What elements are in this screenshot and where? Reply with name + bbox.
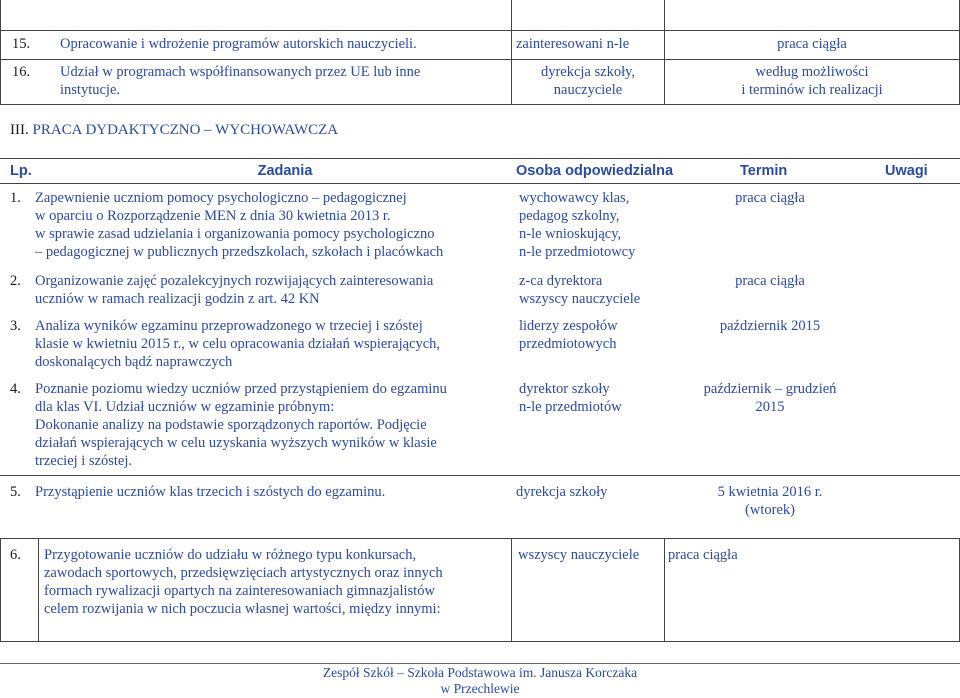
term-text: październik 2015 <box>719 318 821 334</box>
rule <box>511 0 512 104</box>
task-text: Przystąpienie uczniów klas trzecich i szóstych do egzaminu. <box>35 484 386 500</box>
footer-line-1: Zespół Szkół – Szkoła Podstawowa im. Janusza Korczaka <box>322 665 638 680</box>
row-number: 1. <box>10 190 21 206</box>
row-number: 5. <box>10 484 21 500</box>
person-text: liderzy zespołów przedmiotowych <box>519 318 618 352</box>
rule <box>0 641 960 642</box>
term-text: według możliwości i terminów ich realizacji <box>741 64 883 98</box>
rule <box>0 475 960 476</box>
row-number: 2. <box>10 273 21 289</box>
header-lp: Lp. <box>10 163 32 179</box>
header-notes: Uwagi <box>885 163 928 179</box>
rule <box>38 538 39 641</box>
term-text: praca ciągła <box>735 273 805 289</box>
rule <box>0 0 1 104</box>
footer-line-2: w Przechlewie <box>440 681 520 696</box>
task-text: Analiza wyników egzaminu przeprowadzonego w trzeciej i szóstej klasie w kwietniu 2015 r., w celu opracowania działań wspierających, doskonalących bądź naprawczych <box>35 318 441 370</box>
rule <box>0 104 960 105</box>
person-text: dyrektor szkoły n-le przedmiotów <box>519 381 622 415</box>
person-text: wszyscy nauczyciele <box>518 547 640 563</box>
header-tasks: Zadania <box>257 163 313 179</box>
row-number: 16. <box>12 64 31 80</box>
rule <box>0 59 960 60</box>
rule <box>664 0 665 104</box>
person-text: wychowawcy klas, pedagog szkolny, n-le wnioskujący, n-le przedmiotowcy <box>519 190 636 260</box>
person-text: zainteresowani n-le <box>516 36 630 52</box>
rule <box>0 538 1 641</box>
term-text: praca ciągła <box>777 36 847 52</box>
row-number: 15. <box>12 36 31 52</box>
task-text: Zapewnienie uczniom pomocy psychologiczno – pedagogicznej w oparciu o Rozporządzenie MEN z dnia 30 kwietnia 2013 r. w sprawie zasad udzielania i organizowania pomocy psychologiczno – pedagogicznej w publicznych przedszkolach, szkołach i placówkach <box>35 190 444 260</box>
rule <box>511 538 512 641</box>
rule <box>0 538 960 539</box>
row-number: 6. <box>10 547 21 563</box>
rule <box>664 538 665 641</box>
task-text: Opracowanie i wdrożenie programów autorskich nauczycieli. <box>60 36 417 52</box>
row-number: 3. <box>10 318 21 334</box>
person-text: z-ca dyrektora wszyscy nauczyciele <box>519 273 641 307</box>
header-term: Termin <box>740 163 788 179</box>
person-text: dyrekcja szkoły, nauczyciele <box>540 64 636 98</box>
term-text: praca ciągła <box>735 190 805 206</box>
term-text: praca ciągła <box>668 547 738 563</box>
header-person: Osoba odpowiedzialna <box>516 163 674 179</box>
section-title: III. PRACA DYDAKTYCZNO – WYCHOWAWCZA <box>10 122 339 138</box>
rule <box>0 30 960 31</box>
term-text: październik – grudzień 2015 <box>703 381 837 415</box>
person-text: dyrekcja szkoły <box>516 484 608 500</box>
term-text: 5 kwietnia 2016 r. (wtorek) <box>717 484 823 518</box>
task-text: Udział w programach współfinansowanych przez UE lub inne instytucje. <box>60 64 421 98</box>
rule <box>0 158 960 159</box>
row-number: 4. <box>10 381 21 397</box>
task-text: Poznanie poziomu wiedzy uczniów przed przystąpieniem do egzaminu dla klas VI. Udział uczniów w egzaminie próbnym: Dokonanie analizy na podstawie sporządzonych raportów. Podjęcie działań wspierających w celu uzyskania wyższych wyników w klasie trzeciej i szóstej. <box>35 381 447 469</box>
rule <box>0 183 960 184</box>
task-text: Przygotowanie uczniów do udziału w różnego typu konkursach, zawodach sportowych, przedsięwzięciach artystycznych oraz innych formach rywalizacji opartych na zainteresowaniach gimnazjalistów celem rozwijania w nich poczucia własnej wartości, między innymi: <box>44 547 443 617</box>
task-text: Organizowanie zajęć pozalekcyjnych rozwijających zainteresowania uczniów w ramach realizacji godzin z art. 42 KN <box>35 273 434 307</box>
